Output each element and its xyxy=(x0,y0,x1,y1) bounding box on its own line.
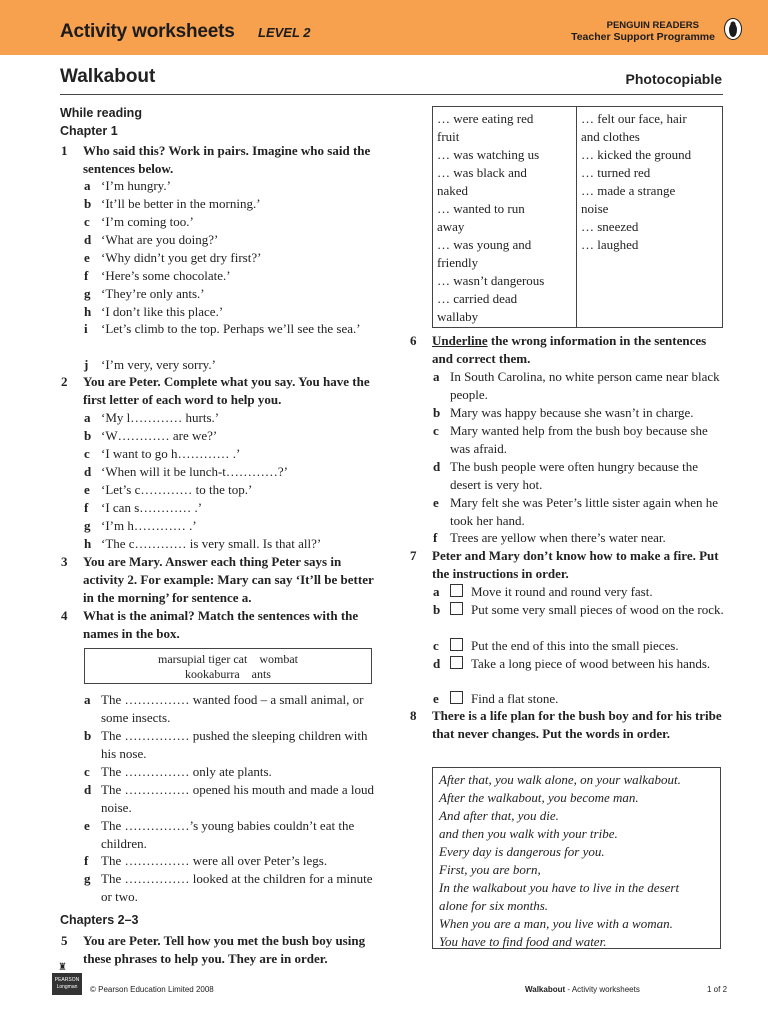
list-item xyxy=(84,691,376,727)
underline-word: Underline xyxy=(432,333,488,348)
item-letter: a xyxy=(84,410,91,425)
item-letter: b xyxy=(84,428,92,443)
page-number: 1 of 2 xyxy=(707,985,728,994)
phrase-line: away xyxy=(437,219,465,234)
item-text: ‘The c………… is very small. Is that all?’ xyxy=(101,536,322,551)
order-checkbox[interactable] xyxy=(450,602,463,615)
question-text: What is the animal? Match the sentences with the names in the box. xyxy=(83,608,359,641)
title-divider xyxy=(60,94,723,95)
item-text: The …………… only ate plants. xyxy=(101,764,272,779)
question-1 xyxy=(61,142,378,178)
question-text: You are Peter. Tell how you met the bush boy using these phrases to help you. They are in order. xyxy=(83,933,366,966)
section-chapters-2-3: Chapters 2–3 xyxy=(60,913,139,927)
item-text: ‘When will it be lunch-t…………?’ xyxy=(101,464,289,479)
life-plan-line: And after that, you die. xyxy=(439,808,559,823)
item-text: ‘I’m hungry.’ xyxy=(101,178,171,193)
item-letter: e xyxy=(84,250,90,265)
question-text: Peter and Mary don’t know how to make a fire. Put the instructions in order. xyxy=(432,548,719,581)
phrase-line: and clothes xyxy=(581,129,640,144)
item-letter: a xyxy=(433,584,440,599)
item-text: ‘I want to go h………… .’ xyxy=(101,446,241,461)
item-letter: b xyxy=(433,602,441,617)
phrase-line: … sneezed xyxy=(581,219,639,234)
question-text: You are Mary. Answer each thing Peter says in activity 2. For example: Mary can say ‘It’ll be better in the morning’ for sentence a. xyxy=(83,554,374,605)
list-item xyxy=(84,463,376,481)
question-text: You are Peter. Complete what you say. You have the first letter of each word to help you. xyxy=(83,374,370,407)
list-item xyxy=(433,494,725,530)
list-item xyxy=(433,422,725,458)
question-2 xyxy=(61,373,378,409)
life-plan-line: alone for six months. xyxy=(439,898,549,913)
phrase-line: … felt our face, hair xyxy=(581,111,687,126)
item-letter: e xyxy=(84,818,90,833)
list-item xyxy=(84,213,376,231)
item-text: ‘I’m coming too.’ xyxy=(101,214,194,229)
item-text: ‘What are you doing?’ xyxy=(101,232,219,247)
order-checkbox[interactable] xyxy=(450,656,463,669)
list-item xyxy=(84,427,376,445)
list-item xyxy=(84,852,376,870)
life-plan-line: First, you are born, xyxy=(439,862,541,877)
question-number: 5 xyxy=(61,933,68,948)
list-item xyxy=(84,231,376,249)
phrase-line: … were eating red xyxy=(437,111,534,126)
list-item xyxy=(433,458,725,494)
phrase-line: … laughed xyxy=(581,237,639,252)
penguin-logo-icon xyxy=(724,18,742,40)
item-letter: c xyxy=(84,214,90,229)
item-text: ‘I’m very, very sorry.’ xyxy=(101,357,216,372)
phrase-line: naked xyxy=(437,183,469,198)
item-letter: h xyxy=(84,304,92,319)
phrase-line: friendly xyxy=(437,255,479,270)
item-text: Put the end of this into the small pieces. xyxy=(471,638,679,653)
pearson-logo-text: PEARSON xyxy=(54,977,80,983)
question-number: 7 xyxy=(410,548,417,563)
item-letter: c xyxy=(433,638,439,653)
item-text: The …………… wanted food – a small animal, or some insects. xyxy=(101,692,364,725)
document-title: Walkabout xyxy=(60,66,156,87)
phrase-line: … kicked the ground xyxy=(581,147,692,162)
item-letter: g xyxy=(84,518,91,533)
order-checkbox[interactable] xyxy=(450,638,463,651)
question-number: 1 xyxy=(61,143,68,158)
item-text: ‘Why didn’t you get dry first?’ xyxy=(101,250,262,265)
list-item xyxy=(84,781,376,817)
photocopiable-label: Photocopiable xyxy=(625,71,722,87)
list-item xyxy=(84,763,376,781)
item-text: The …………… pushed the sleeping children with his nose. xyxy=(101,728,368,761)
question-text: the wrong information in the sentences and correct them. xyxy=(432,333,707,366)
item-letter: f xyxy=(433,530,438,545)
item-text: Put some very small pieces of wood on the rock. xyxy=(471,602,724,617)
question-4 xyxy=(61,607,378,643)
item-text: Take a long piece of wood between his hands. xyxy=(471,656,711,671)
item-letter: e xyxy=(433,691,439,706)
order-checkbox[interactable] xyxy=(450,691,463,704)
question-text: Who said this? Work in pairs. Imagine who said the sentences below. xyxy=(83,143,371,176)
item-letter: j xyxy=(84,357,89,372)
phrase-line: … was black and xyxy=(437,165,527,180)
item-letter: g xyxy=(84,871,91,886)
item-letter: c xyxy=(84,446,90,461)
phrase-line: wallaby xyxy=(437,309,479,324)
question-number: 4 xyxy=(61,608,68,623)
phrases-column-1 xyxy=(437,110,575,326)
item-letter: e xyxy=(84,482,90,497)
item-letter: d xyxy=(84,464,92,479)
list-item xyxy=(433,583,725,601)
list-item xyxy=(84,267,376,285)
list-item xyxy=(433,529,725,547)
item-text: Move it round and round very fast. xyxy=(471,584,653,599)
life-plan-line: and then you walk with your tribe. xyxy=(439,826,618,841)
question-8 xyxy=(410,707,722,743)
order-checkbox[interactable] xyxy=(450,584,463,597)
phrase-line: … wanted to run xyxy=(437,201,525,216)
pearson-crest-icon: ♜ xyxy=(58,962,67,973)
list-item xyxy=(84,249,376,267)
item-letter: b xyxy=(84,728,92,743)
item-letter: g xyxy=(84,286,91,301)
item-letter: i xyxy=(84,321,88,336)
phrase-line: … wasn’t dangerous xyxy=(437,273,545,288)
life-plan-line: In the walkabout you have to live in the desert xyxy=(439,880,680,895)
item-letter: f xyxy=(84,500,89,515)
question-6 xyxy=(410,332,722,368)
phrase-line: fruit xyxy=(437,129,460,144)
item-text: ‘I’m h………… .’ xyxy=(101,518,197,533)
list-item xyxy=(433,404,725,422)
item-text: Trees are yellow when there’s water near. xyxy=(450,530,666,545)
footer-doc-title: Walkabout xyxy=(525,985,566,994)
item-text: Mary was happy because she wasn’t in charge. xyxy=(450,405,694,420)
item-text: In South Carolina, no white person came near black people. xyxy=(450,369,720,402)
question-number: 2 xyxy=(61,374,68,389)
item-letter: c xyxy=(433,423,439,438)
publisher-line1: PENGUIN READERS xyxy=(606,20,699,31)
phrase-line: … carried dead xyxy=(437,291,518,306)
list-item xyxy=(433,690,725,708)
phrase-line: … made a strange xyxy=(581,183,676,198)
question-3 xyxy=(61,553,378,607)
item-text: The ……………’s young babies couldn’t eat the children. xyxy=(101,818,355,851)
item-text: ‘Here’s some chocolate.’ xyxy=(101,268,231,283)
phrases-column-2 xyxy=(581,110,719,254)
item-text: Mary felt she was Peter’s little sister again when he took her hand. xyxy=(450,495,718,528)
item-text: The …………… opened his mouth and made a loud noise. xyxy=(101,782,374,815)
footer-title xyxy=(525,985,640,994)
list-item xyxy=(84,727,376,763)
list-item xyxy=(84,535,376,553)
life-plan-line: After that, you walk alone, on your walkabout. xyxy=(439,772,681,787)
question-number: 8 xyxy=(410,708,417,723)
item-letter: a xyxy=(84,692,91,707)
footer-doc-sub: - Activity worksheets xyxy=(565,985,640,994)
phrases-table xyxy=(432,106,723,328)
list-item xyxy=(84,303,376,321)
item-text: ‘I can s………… .’ xyxy=(101,500,203,515)
pearson-logo xyxy=(52,973,82,995)
item-text: Find a flat stone. xyxy=(471,691,559,706)
section-while-reading: While reading xyxy=(60,106,142,120)
item-text: ‘They’re only ants.’ xyxy=(101,286,205,301)
phrase-line: … turned red xyxy=(581,165,651,180)
item-text: ‘My l………… hurts.’ xyxy=(101,410,220,425)
list-item xyxy=(84,409,376,427)
item-letter: a xyxy=(433,369,440,384)
question-7 xyxy=(410,547,722,583)
header-bar xyxy=(0,0,768,55)
question-text: There is a life plan for the bush boy and for his tribe that never changes. Put the words in order. xyxy=(432,708,722,741)
question-5 xyxy=(61,932,378,968)
list-item xyxy=(84,481,376,499)
item-letter: b xyxy=(84,196,92,211)
table-divider xyxy=(576,107,577,327)
item-text: The …………… were all over Peter’s legs. xyxy=(101,853,328,868)
life-plan-line: Every day is dangerous for you. xyxy=(439,844,605,859)
list-item xyxy=(84,499,376,517)
animal-names-line2: kookaburra ants xyxy=(185,667,271,681)
list-item xyxy=(84,195,376,213)
list-item xyxy=(84,817,376,853)
section-chapter-1: Chapter 1 xyxy=(60,124,118,138)
question-number: 3 xyxy=(61,554,68,569)
item-letter: d xyxy=(433,459,441,474)
item-text: ‘It’ll be better in the morning.’ xyxy=(101,196,261,211)
item-letter: e xyxy=(433,495,439,510)
item-text: ‘Let’s climb to the top. Perhaps we’ll see the sea.’ xyxy=(101,321,361,336)
animal-names-line1: marsupial tiger cat wombat xyxy=(158,652,298,666)
question-number: 6 xyxy=(410,333,417,348)
item-text: The bush people were often hungry because the desert is very hot. xyxy=(450,459,698,492)
phrase-line: … was watching us xyxy=(437,147,540,162)
list-item xyxy=(84,445,376,463)
publisher-line2: Teacher Support Programme xyxy=(571,31,715,43)
list-item xyxy=(433,655,725,673)
item-text: ‘I don’t like this place.’ xyxy=(101,304,224,319)
item-letter: d xyxy=(84,782,92,797)
item-text: ‘W………… are we?’ xyxy=(101,428,218,443)
phrase-line: noise xyxy=(581,201,609,216)
list-item xyxy=(433,601,725,619)
life-plan-box xyxy=(432,767,721,949)
item-letter: h xyxy=(84,536,92,551)
copyright-text: © Pearson Education Limited 2008 xyxy=(90,985,214,994)
item-letter: f xyxy=(84,268,89,283)
longman-logo-text: Longman xyxy=(56,984,78,990)
list-item xyxy=(84,177,376,195)
item-letter: b xyxy=(433,405,441,420)
list-item xyxy=(84,517,376,535)
item-letter: c xyxy=(84,764,90,779)
list-item xyxy=(84,285,376,303)
list-item xyxy=(84,320,376,338)
list-item xyxy=(433,368,725,404)
animal-names-box xyxy=(84,648,372,684)
level-label: LEVEL 2 xyxy=(258,25,311,40)
item-text: ‘Let’s c………… to the top.’ xyxy=(101,482,253,497)
list-item xyxy=(84,870,376,906)
list-item xyxy=(84,356,376,374)
list-item xyxy=(433,637,725,655)
item-text: Mary wanted help from the bush boy because she was afraid. xyxy=(450,423,708,456)
life-plan-line: After the walkabout, you become man. xyxy=(439,790,639,805)
item-letter: d xyxy=(84,232,92,247)
worksheet-title: Activity worksheets xyxy=(60,21,235,42)
life-plan-line: You have to find food and water. xyxy=(439,934,607,949)
item-letter: a xyxy=(84,178,91,193)
item-letter: d xyxy=(433,656,441,671)
item-text: The …………… looked at the children for a minute or two. xyxy=(101,871,373,904)
item-letter: f xyxy=(84,853,89,868)
life-plan-line: When you are a man, you live with a woman. xyxy=(439,916,673,931)
phrase-line: … was young and xyxy=(437,237,532,252)
